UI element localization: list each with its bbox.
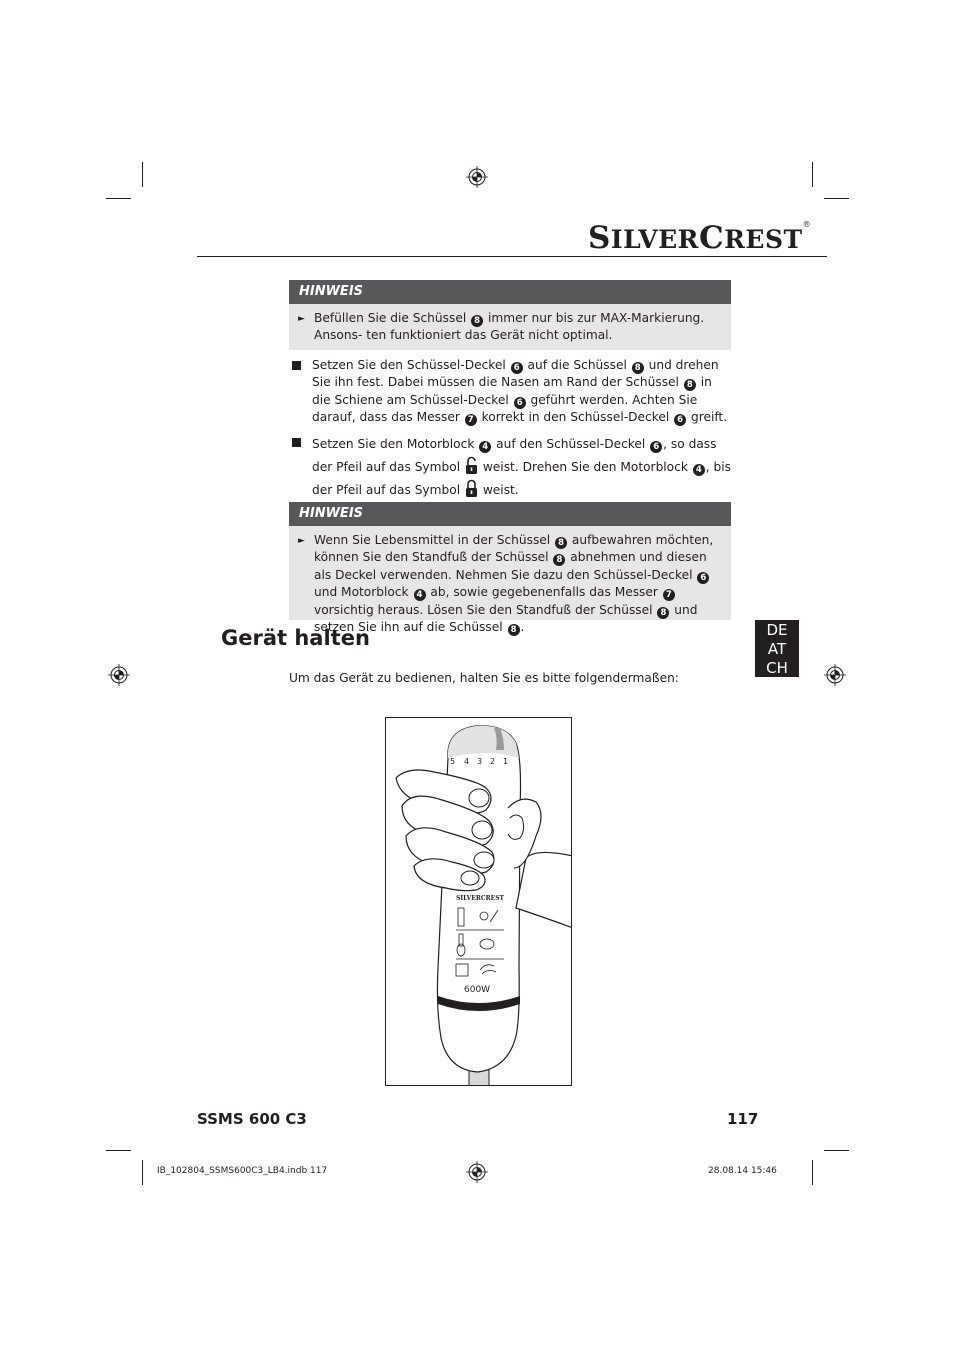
- list-item: Setzen Sie den Motorblock 4 auf den Schüssel-Deckel 6 , so dass der Pfeil auf das Symbol weist. Drehen Sie den Motorblock 4 , bis der Pfeil auf das Symbol weist.: [292, 433, 732, 501]
- crop-mark: [142, 1160, 143, 1185]
- model-number: SSMS 600 C3: [197, 1110, 307, 1128]
- crop-mark: [824, 198, 849, 199]
- device-brand: SILVERCREST: [456, 895, 504, 902]
- section-title: Gerät halten: [221, 626, 370, 650]
- bullet-square-icon: [292, 361, 301, 370]
- list-item: Setzen Sie den Schüssel-Deckel 6 auf die Schüssel 8 und drehen Sie ihn fest. Dabei müssen die Nasen am Rand der Schüssel 8 in die Schiene am Schüssel-Deckel 6 geführt werden. Achten Sie darauf, dass das Messer 7 korrekt in den Schüssel-Deckel 6 greift.: [292, 357, 732, 427]
- crop-mark: [812, 162, 813, 187]
- hint-heading: HINWEIS: [289, 502, 731, 526]
- registration-mark-icon: [108, 664, 130, 686]
- locked-icon: [465, 479, 478, 498]
- speed-label: 4: [464, 757, 470, 766]
- bullet-square-icon: [292, 438, 301, 447]
- page-number: 117: [727, 1110, 759, 1128]
- print-slug-right: 28.08.14 15:46: [708, 1166, 777, 1176]
- crop-mark: [812, 1160, 813, 1185]
- crop-mark: [142, 162, 143, 187]
- crop-mark: [106, 198, 131, 199]
- hint-box: [289, 502, 731, 636]
- crop-mark: [106, 1150, 131, 1151]
- hand-blender-illustration: [385, 717, 572, 1086]
- speed-label: 2: [490, 757, 496, 766]
- device-power: 600W: [464, 985, 491, 995]
- registration-mark-icon: [466, 1161, 488, 1183]
- speed-label: 1: [503, 757, 509, 766]
- unlocked-icon: [465, 456, 478, 475]
- crop-mark: [824, 1150, 849, 1151]
- language-tab: DE AT CH: [755, 620, 799, 677]
- header-rule: [197, 256, 827, 257]
- hint-box: [289, 280, 731, 350]
- hint-text: ► Befüllen Sie die Schüssel 8 immer nur bis zur MAX-Markierung. Ansons- ten funktioniert das Gerät nicht optimal.: [298, 311, 705, 343]
- arrow-right-icon: ►: [298, 536, 305, 546]
- speed-label: 3: [477, 757, 483, 766]
- hint-heading: HINWEIS: [289, 280, 731, 304]
- hint-text: ► Wenn Sie Lebensmittel in der Schüssel 8 aufbewahren möchten, können Sie den Standfuß der Schüssel 8 abnehmen und diesen als Deckel verwenden. Nehmen Sie dazu den Schüssel-Deckel 6 und Motorblock 4 ab, sowie gegebenenfalls das Messer 7 vorsichtig heraus. Lösen Sie den Standfuß der Schüssel 8 und setzen Sie ihn auf die Schüssel 8 .: [298, 533, 714, 636]
- speed-label: 5: [450, 757, 456, 766]
- registration-mark-icon: [824, 664, 846, 686]
- registration-mark-icon: [466, 166, 488, 188]
- intro-text: Um das Gerät zu bedienen, halten Sie es bitte folgendermaßen:: [289, 671, 679, 685]
- brand-logo: SILVERCREST®: [588, 220, 812, 256]
- hand-blender-drawing: [386, 718, 572, 1086]
- print-slug-left: IB_102804_SSMS600C3_LB4.indb 117: [157, 1166, 328, 1176]
- arrow-right-icon: ►: [298, 314, 305, 324]
